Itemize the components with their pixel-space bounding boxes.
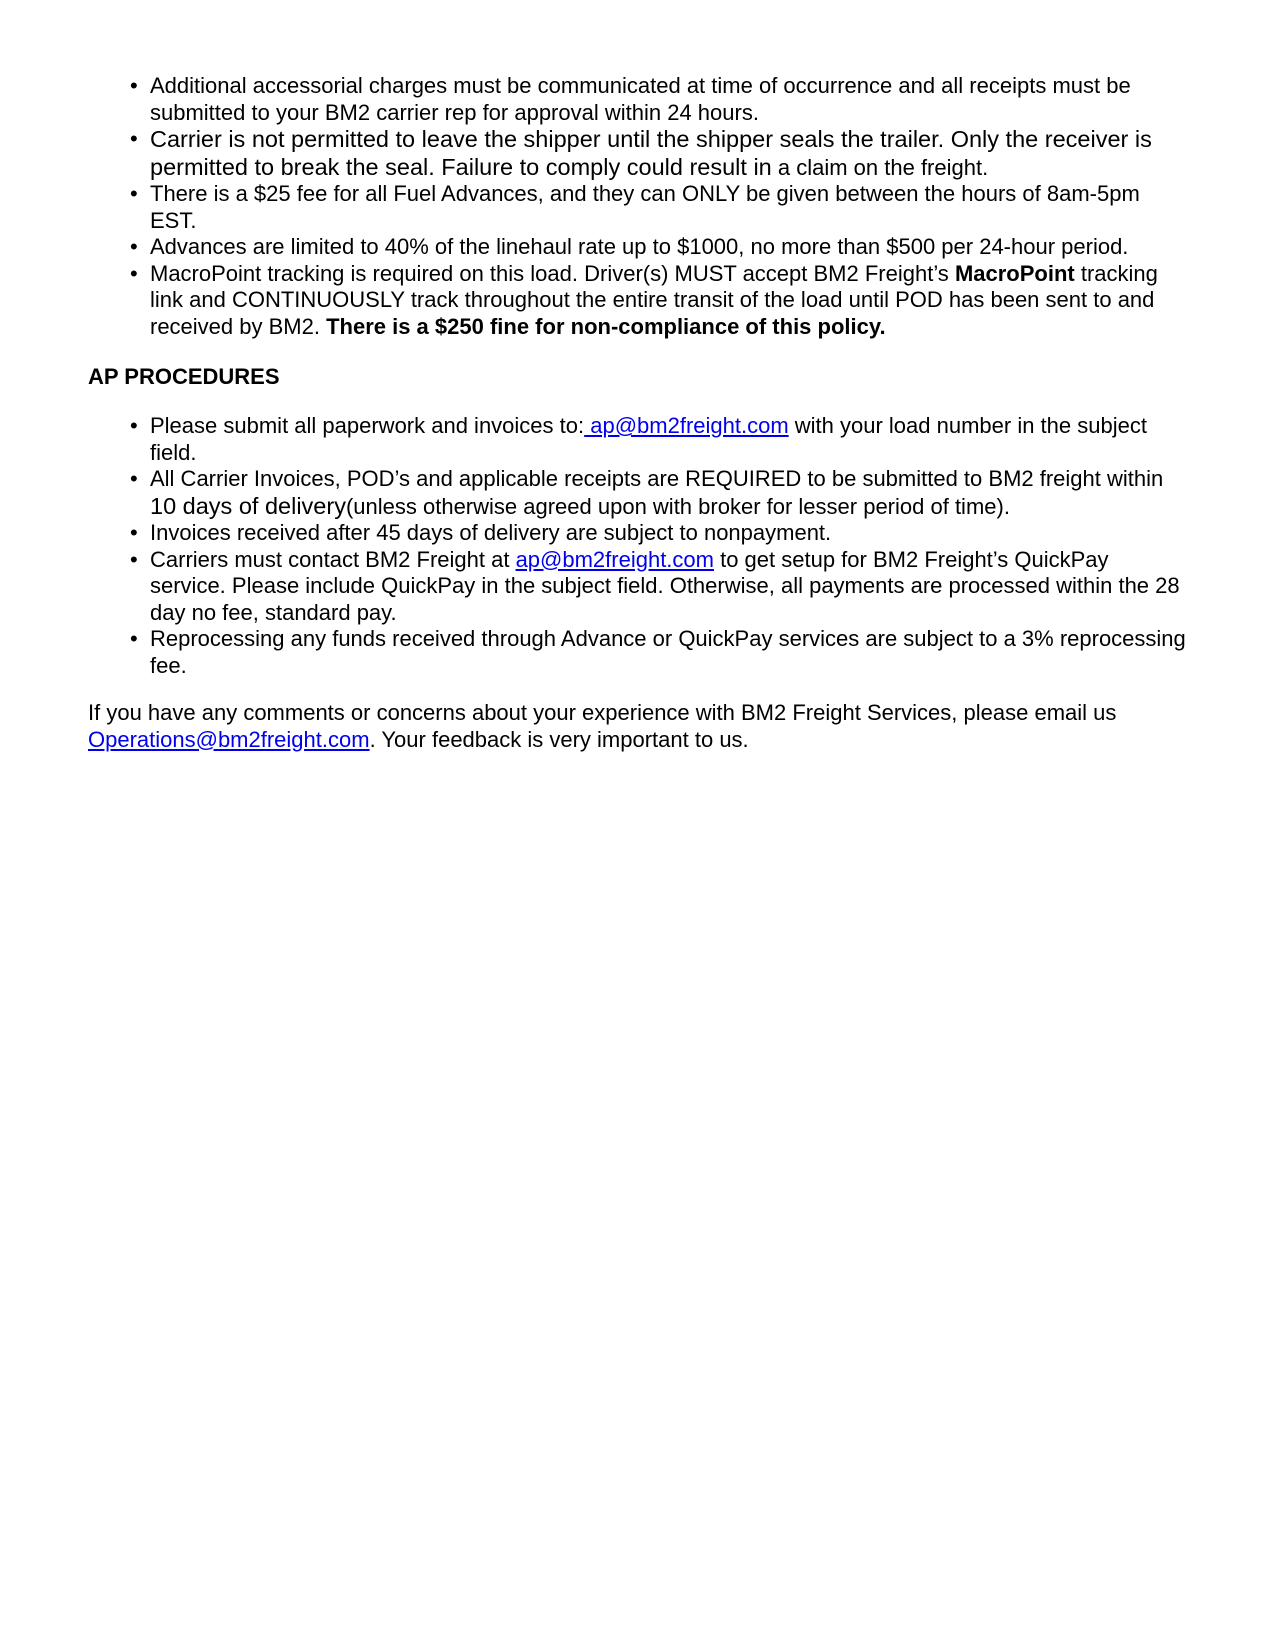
list-item: [130, 126, 1190, 181]
list-item: [130, 261, 1190, 341]
bullet-text: There is a $25 fee for all Fuel Advances, and they can ONLY be given between the hours of 8am-5pm EST.: [150, 181, 1140, 233]
bullet-text: Invoices received after 45 days of delivery are subject to nonpayment.: [150, 520, 832, 545]
bullet-text-tail: a claim on the freight.: [771, 154, 989, 180]
footer-text: . Your feedback is very important to us.: [369, 726, 749, 752]
list-item: [130, 520, 1190, 547]
operations-email-link[interactable]: Operations@bm2freight.com: [88, 726, 370, 752]
bullet-text: with your load number in the subject field.: [150, 413, 1147, 465]
list-item: [130, 626, 1190, 679]
bullet-text: All Carrier Invoices, POD’s and applicable receipts are REQUIRED to be submitted to BM2 freight within: [150, 466, 1164, 491]
macropoint-bold: MacroPoint: [954, 260, 1075, 286]
quickpay-email-link[interactable]: ap@bm2freight.com: [515, 546, 714, 572]
bullet-text: tracking link and CONTINUOUSLY track throughout the entire transit of the load until POD has been sent to and received by BM2.: [150, 260, 1158, 339]
list-item: [130, 413, 1190, 466]
list-item: [130, 181, 1190, 234]
carrier-rules-list: [130, 73, 1190, 340]
feedback-paragraph: [88, 700, 1188, 753]
list-item: [130, 234, 1190, 261]
section-heading: AP PROCEDURES: [88, 364, 280, 389]
ap-email-link[interactable]: ap@bm2freight.com: [584, 413, 789, 438]
bullet-text: Reprocessing any funds received through Advance or QuickPay services are subject to a 3% reprocessing fee.: [150, 626, 1186, 678]
bullet-text: Carrier is not permitted to leave the shipper until the shipper seals the trailer. Only the receiver is permitted to break the seal. Failure to comply could result in: [150, 126, 1152, 180]
bullet-text: to get setup for BM2 Freight’s QuickPay service. Please include QuickPay in the subject field. Otherwise, all payments are processed within the 28 day no fee, standard pay.: [150, 546, 1180, 625]
fine-notice: There is a $250 fine for non-compliance of this policy.: [326, 313, 886, 339]
bullet-text: Please submit all paperwork and invoices to:: [150, 413, 585, 438]
bullet-text: MacroPoint tracking is required on this load. Driver(s) MUST accept BM2 Freight’s: [150, 260, 955, 286]
deadline-text: 10 days of delivery: [150, 492, 346, 519]
bullet-text: Advances are limited to 40% of the linehaul rate up to $1000, no more than $500 per 24-hour period.: [150, 234, 1129, 259]
ap-procedures-list: [130, 413, 1190, 679]
bullet-text: Additional accessorial charges must be communicated at time of occurrence and all receipts must be submitted to your BM2 carrier rep for approval within 24 hours.: [150, 73, 1131, 125]
list-item: [130, 547, 1190, 627]
bullet-text: (unless otherwise agreed upon with broker for lesser period of time).: [345, 493, 1010, 519]
bullet-text: Carriers must contact BM2 Freight at: [150, 546, 516, 572]
list-item: [130, 73, 1190, 126]
footer-text: If you have any comments or concerns about your experience with BM2 Freight Services, please email us: [88, 700, 1117, 725]
list-item: [130, 466, 1190, 520]
